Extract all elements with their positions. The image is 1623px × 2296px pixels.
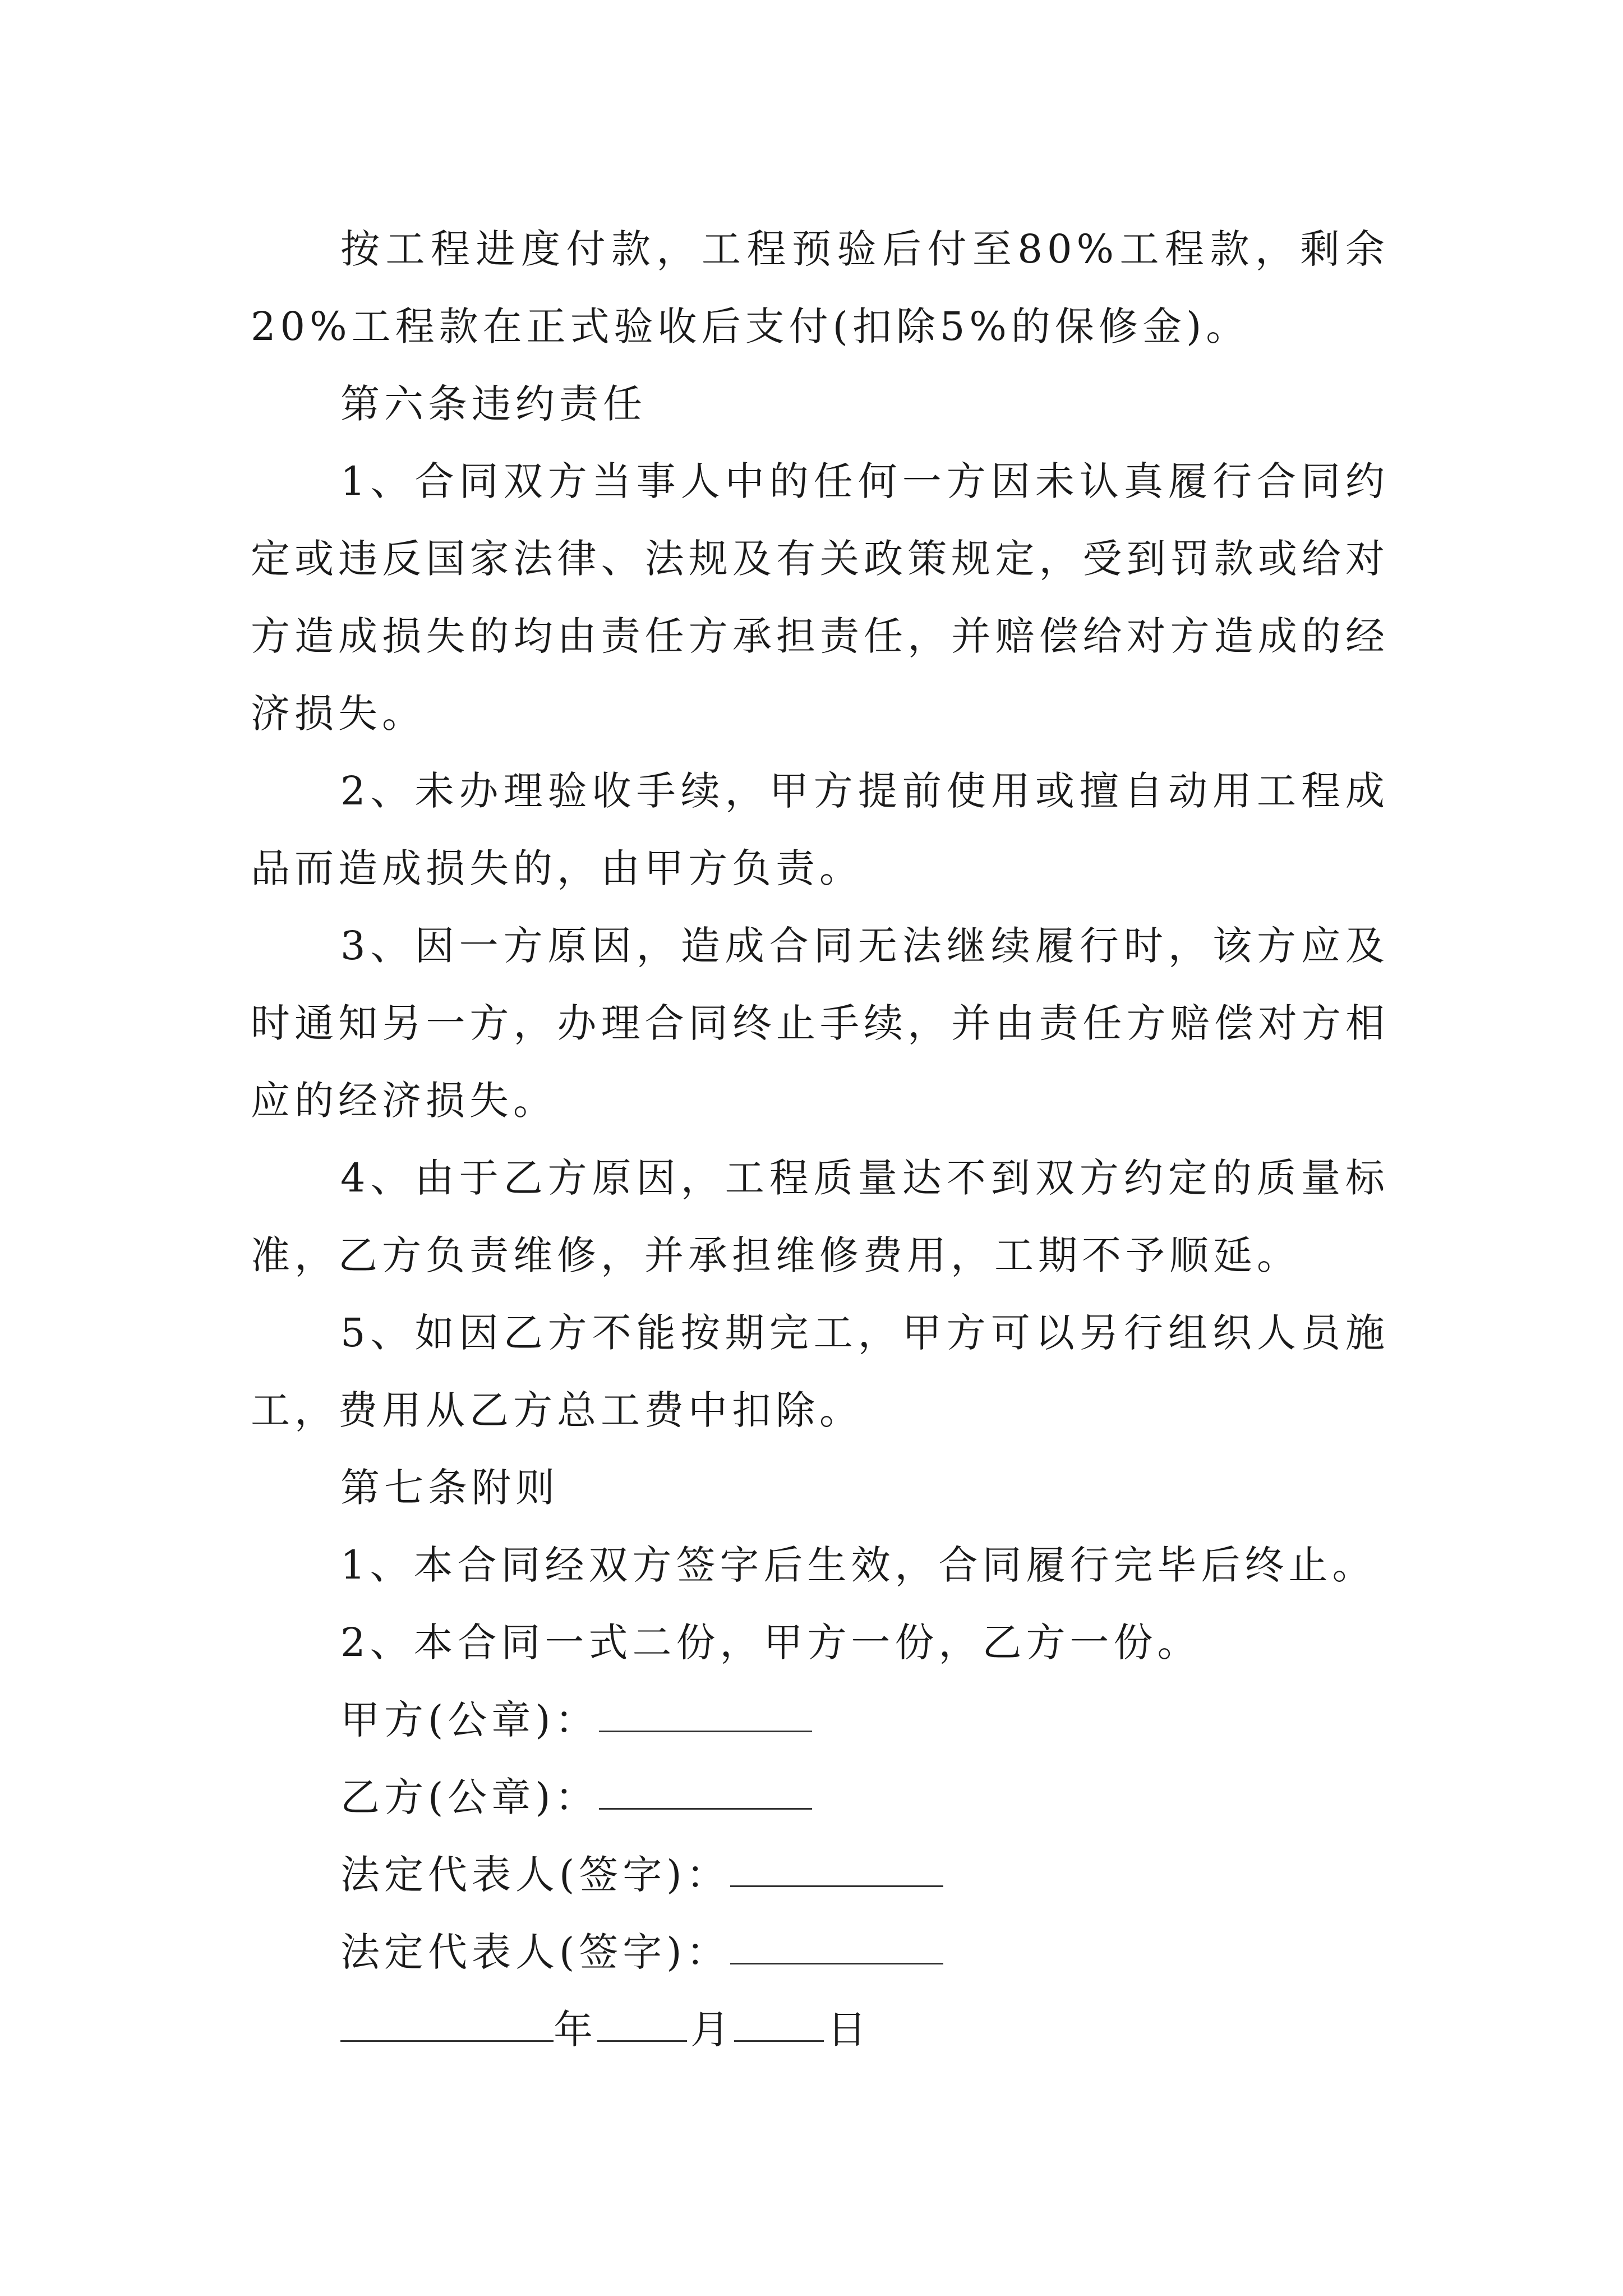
month-label: 月 — [690, 2007, 734, 2053]
year-blank — [340, 1991, 554, 2042]
signature-line-rep-1 — [251, 1836, 1389, 1913]
paragraph-breach-3: 3、因一方原因，造成合同无法继续履行时，该方应及时通知另一方，办理合同终止手续，并由责任方赔偿对方相应的经济损失。 — [251, 923, 1389, 1124]
rep-2-label: 法定代表人(签字)： — [340, 1929, 730, 1975]
paragraph-payment: 按工程进度付款，工程预验后付至80%工程款，剩余20%工程款在正式验收后支付(扣除5%的保修金)。 — [251, 226, 1389, 349]
day-blank — [734, 1991, 824, 2042]
paragraph-breach-5: 5、如因乙方不能按期完工，甲方可以另行组织人员施工，费用从乙方总工费中扣除。 — [251, 1310, 1389, 1433]
signature-line-party-a — [251, 1681, 1389, 1759]
signature-line-rep-2 — [251, 1913, 1389, 1991]
section-heading-supplementary: 第七条附则 — [340, 1465, 559, 1511]
signature-line-party-b — [251, 1759, 1389, 1836]
section-heading-breach: 第六条违约责任 — [340, 381, 647, 427]
month-blank — [597, 1991, 687, 2042]
paragraph-breach-2: 2、未办理验收手续，甲方提前使用或擅自动用工程成品而造成损失的，由甲方负责。 — [251, 768, 1389, 891]
party-a-blank — [599, 1681, 812, 1732]
document-body — [251, 210, 1389, 2068]
paragraph-supplementary-1: 1、本合同经双方签字后生效，合同履行完毕后终止。 — [340, 1542, 1376, 1588]
paragraph-breach-4: 4、由于乙方原因，工程质量达不到双方约定的质量标准，乙方负责维修，并承担维修费用，工期不予顺延。 — [251, 1155, 1389, 1278]
rep-1-blank — [730, 1836, 943, 1887]
day-label: 日 — [827, 2007, 871, 2053]
paragraph-supplementary-2: 2、本合同一式二份，甲方一份，乙方一份。 — [340, 1619, 1201, 1665]
party-b-blank — [599, 1759, 812, 1810]
party-b-label: 乙方(公章)： — [340, 1774, 599, 1820]
date-line — [251, 1991, 1389, 2068]
party-a-label: 甲方(公章)： — [340, 1697, 599, 1743]
year-label: 年 — [554, 2007, 597, 2053]
rep-1-label: 法定代表人(签字)： — [340, 1852, 730, 1898]
rep-2-blank — [730, 1913, 943, 1964]
paragraph-breach-1: 1、合同双方当事人中的任何一方因未认真履行合同约定或违反国家法律、法规及有关政策规定，受到罚款或给对方造成损失的均由责任方承担责任，并赔偿给对方造成的经济损失。 — [251, 458, 1389, 737]
